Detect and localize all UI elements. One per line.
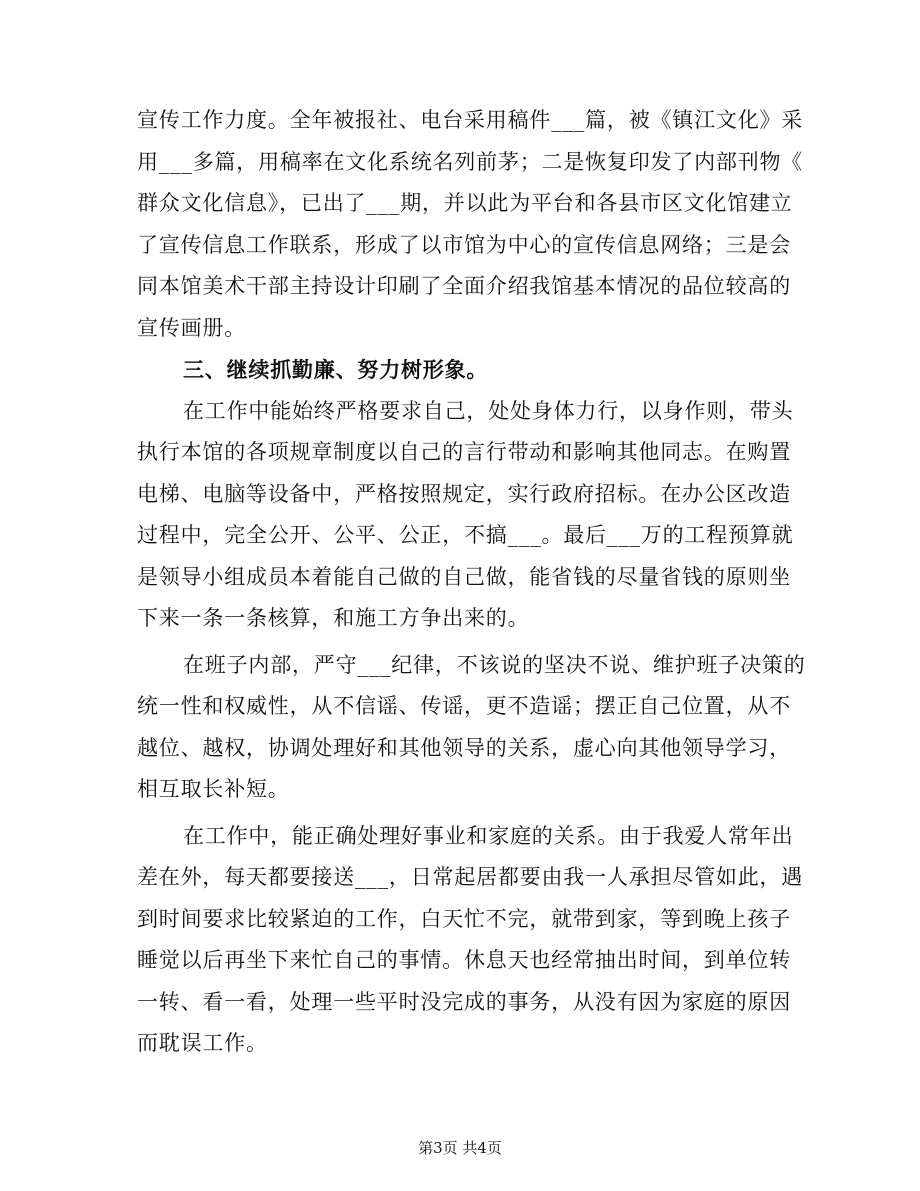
text-line: 在工作中能始终严格要求自己，处处身体力行，以身作则，带头: [183, 398, 794, 423]
text-line: 宣传工作力度。全年被报社、电台采用稿件___篇，被《镇江文化》采: [137, 108, 804, 132]
paragraph-team: [137, 645, 806, 811]
text-line: 在工作中，能正确处理好事业和家庭的关系。由于我爱人常年出: [183, 823, 794, 848]
text-line: 在班子内部，严守___纪律，不该说的坚决不说、维护班子决策的: [183, 652, 806, 677]
heading-text: 三、继续抓勤廉、努力树形象。: [183, 357, 489, 382]
text-line: 群众文化信息》，已出了___期，并以此为平台和各县市区文化馆建立: [137, 191, 793, 215]
text-line: 一转、看一看，处理一些平时没完成的事务，从没有因为家庭的原因: [137, 989, 791, 1014]
text-line: 到时间要求比较紧迫的工作，白天忙不完，就带到家，等到晚上孩子: [137, 906, 791, 931]
paragraph-discipline: [137, 391, 794, 640]
document-body: [137, 100, 806, 1065]
page-number: 第3页 共4页: [418, 1139, 502, 1157]
paragraph-family: [137, 816, 804, 1065]
text-line: 执行本馆的各项规章制度以自己的言行带动和影响其他同志。在购置: [137, 440, 791, 464]
section-heading: [137, 349, 777, 391]
text-line: 而耽误工作。: [137, 1031, 268, 1055]
text-line: 用___多篇，用稿率在文化系统名列前茅；二是恢复印发了内部刊物《: [137, 149, 804, 174]
text-line: 过程中，完全公开、公平、公正，不搞___。最后___万的工程预算就: [137, 523, 794, 547]
text-line: 电梯、电脑等设备中，严格按照规定，实行政府招标。在办公区改造: [137, 481, 791, 506]
text-line: 了宣传信息工作联系，形成了以市馆为中心的宣传信息网络；三是会: [137, 232, 791, 257]
text-line: 统一性和权威性，从不信谣、传谣，更不造谣；摆正自己位置，从不: [137, 694, 791, 718]
paragraph-publicity: [137, 100, 804, 349]
text-line: 下来一条一条核算，和施工方争出来的。: [137, 606, 530, 630]
text-line: 越位、越权，协调处理好和其他领导的关系，虚心向其他领导学习，: [137, 735, 791, 760]
text-line: 同本馆美术干部主持设计印刷了全面介绍我馆基本情况的品位较高的: [137, 274, 791, 298]
text-line: 相互取长补短。: [137, 777, 290, 801]
text-line: 是领导小组成员本着能自己做的自己做，能省钱的尽量省钱的原则坐: [137, 564, 791, 589]
text-line: 睡觉以后再坐下来忙自己的事情。休息天也经常抽出时间，到单位转: [137, 948, 791, 972]
page-footer: [0, 1138, 920, 1158]
text-line: 差在外，每天都要接送___，日常起居都要由我一人承担尽管如此，遇: [137, 865, 804, 889]
text-line: 宣传画册。: [137, 315, 246, 340]
